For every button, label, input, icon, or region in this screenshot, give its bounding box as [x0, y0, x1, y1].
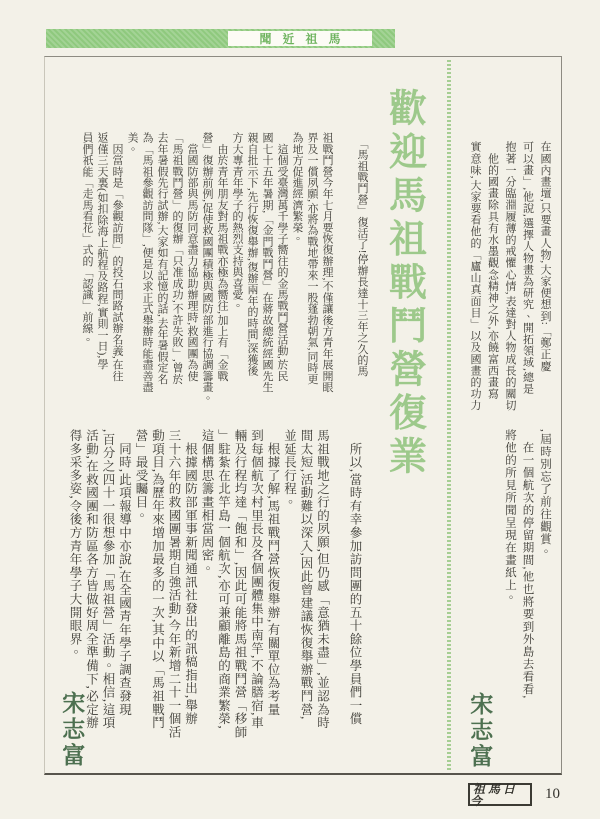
- page-frame: [44, 56, 562, 775]
- text-column: 實意味,大家要看他的「廬山真面目」以及國畫的功力: [469, 141, 481, 412]
- text-column: 方大專青年學子的熱烈支持與喜愛。: [231, 132, 243, 312]
- text-column: 將他的所見所聞呈現在畫紙上。: [504, 429, 516, 604]
- text-column: 馬祖戰地之行的夙願,但仍感「意猶未盡」,並認為時: [315, 429, 330, 730]
- article-title: 歡迎馬祖戰鬥營復業: [382, 88, 425, 480]
- article-top-band: [59, 132, 369, 414]
- text-column: 在一個航次的停留期間,他也將要到外島去看看,: [521, 429, 534, 700]
- text-column: 這個構思籌畫相當周密。: [200, 429, 214, 576]
- text-column: 輛及行程均達「飽和」,因此可能將馬祖戰鬥營「移師: [233, 429, 247, 739]
- text-column: 並延長行程。: [282, 429, 297, 509]
- article-bottom-band: [59, 429, 363, 774]
- text-column: 抱著一分臨淵履薄的戒懼心情,表達對人物成長的關切: [504, 141, 516, 412]
- text-column: 在國內畫壇,只要畫人物,大家便想到:「鄭正慶: [539, 141, 551, 372]
- header-band: [46, 29, 395, 48]
- footer-label: 祖馬日今: [470, 781, 519, 808]
- text-column: 得多采多姿,令後方青年學子大開眼界。: [68, 429, 82, 660]
- footer-label-box: [468, 783, 532, 806]
- text-column: 界及一償夙願,亦將為戰地帶來一股蓬勃朝氣,同時更: [306, 132, 318, 385]
- text-column: 三十六年的救國團暑期自強活動,今年新增二十一個活: [167, 429, 181, 739]
- text-column: 根據了解,馬祖戰鬥營恢復舉辦,有關單位為考量: [266, 429, 280, 717]
- text-column: 所以,當時有幸參加訪問團的五十餘位學員們一償: [348, 429, 362, 726]
- right-article-top-block: [466, 141, 554, 423]
- text-column: 到每個航次村里長及各個團體集中南竿,不論膳宿,車: [249, 429, 264, 730]
- text-column: 去年暑假先行試辦,大家如有記憶的話,去年暑假定名: [156, 132, 168, 385]
- text-column: 可以畫」,他說,選擇人物畫為研究、開拓領域,總是: [521, 141, 534, 395]
- text-column: 因當時是「參觀訪問」的投石問路試辦名義,在往: [111, 132, 123, 382]
- main-article-author-signature: 宋志富: [59, 691, 85, 769]
- header-tab-label: 聞近祖馬: [259, 31, 352, 46]
- text-column: 動項目,為歷年來增加最多的一次,其中以「馬祖戰鬥: [150, 429, 165, 730]
- text-column: 為「馬祖參觀訪問隊」,便是以求正式舉辦時能盡善盡: [141, 132, 153, 393]
- text-column: 由於青年朋友對馬祖戰亦極為嚮往,加上有「金戰: [216, 132, 228, 382]
- text-column: 他的國畫除具有水墨觀念精神之外,亦饒富西畫寫: [486, 141, 499, 400]
- right-article-bottom-block: [501, 429, 554, 721]
- text-column: ,屆時別忘了前往觀賞。: [539, 429, 551, 558]
- section-divider: [447, 60, 451, 770]
- text-column: 祖戰鬥營今年七月要恢復辦理,不僅讓後方青年展開眼: [321, 132, 333, 393]
- text-column: 間太短,活動難以深入,因此曾建議恢復舉辦戰鬥營,: [299, 429, 313, 721]
- text-column: 營」最受矚目。: [134, 429, 148, 523]
- text-column: 美。: [126, 132, 138, 155]
- text-column: 「馬祖戰鬥營」的復辦「只准成功,不許失敗」,曾於: [171, 132, 183, 385]
- text-column: 這個受臺灣萬千學子嚮往的金馬戰鬥營活動,於民: [276, 132, 288, 382]
- text-column: 員們祇能「走馬看花」式的「認識」前線。: [81, 132, 93, 345]
- text-column: 國七十五年暑期,「金門戰鬥營」在蔣故總統經國先生: [261, 132, 273, 393]
- text-column: ,百分之四十一很想參加「馬祖營」活動。相信,這項: [101, 429, 115, 730]
- right-article-author-signature: 宋志富: [467, 692, 493, 770]
- text-column: 」駐紮在北竿島一個航次,亦可兼顧離島的商業繁榮,: [216, 429, 231, 730]
- text-column: 「馬祖戰鬥營」復活了!停辦長達十三年之久的馬: [356, 132, 368, 377]
- text-column: 根據國防部軍事新聞通訊社發出的訊稿指出,舉辦: [183, 429, 198, 726]
- text-column: 親自批示下,先行恢復舉辦,復辦兩年的時間,深獲後: [246, 132, 258, 377]
- text-column: 當國防部與馬防同意盡力協助辦理時,救國團為使: [186, 132, 198, 382]
- text-column: 活動,在救國團和防區各方皆做好周全準備下,必定辦: [84, 429, 99, 730]
- header-tab: [228, 31, 372, 46]
- text-column: 營」復辦前例,促使救國團積極與國防部進行協調籌畫。: [201, 132, 213, 404]
- page-number: 10: [545, 786, 560, 802]
- text-column: 同時,此項報導中亦說,在全國青年學子調查發現: [117, 429, 132, 717]
- text-column: 為地方促進經濟繁榮。: [291, 132, 303, 244]
- text-column: 返僅三天裏(如扣除海上航程及路程,實則一日),學: [96, 132, 108, 370]
